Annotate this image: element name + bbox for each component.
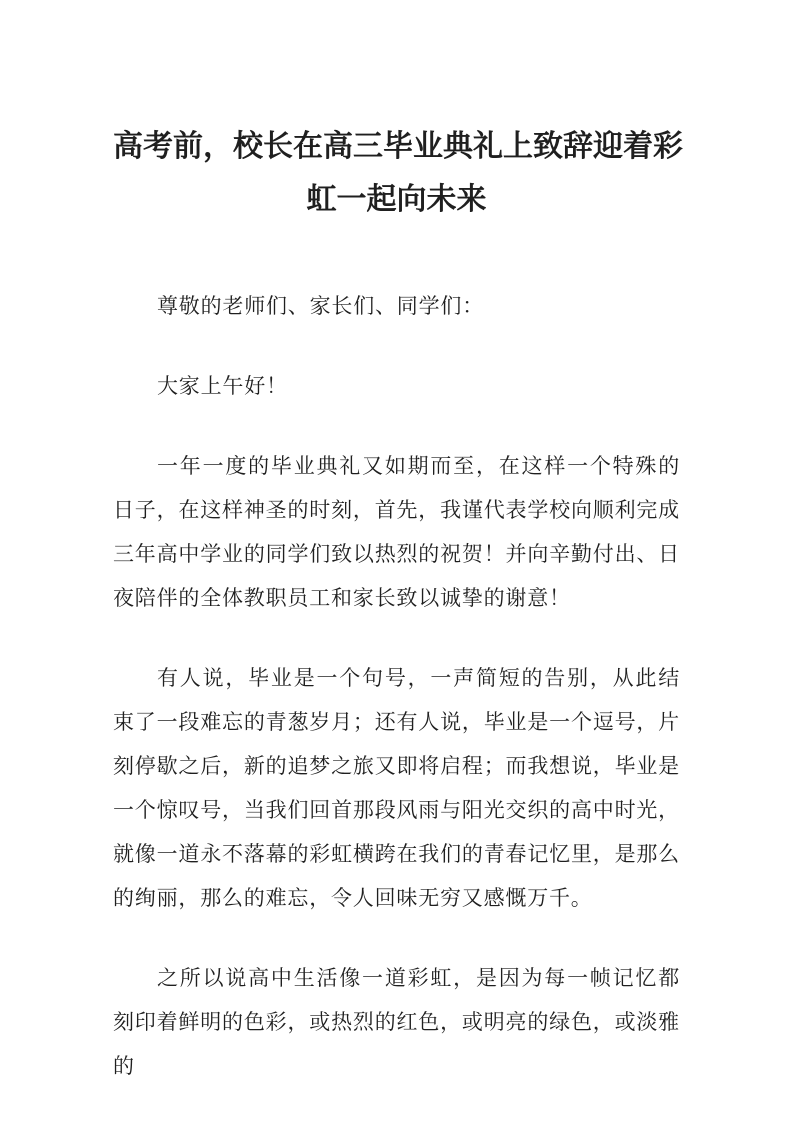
paragraph-congratulations: 一年一度的毕业典礼又如期而至，在这样一个特殊的日子，在这样神圣的时刻，首先，我谨代表学校向顺利完成三年高中学业的同学们致以热烈的祝贺！并向辛勤付出、日夜陪伴的全体教职员工和家长致以诚挚的谢意！ [113,454,680,610]
paragraph-salutation: 尊敬的老师们、家长们、同学们： [157,294,484,318]
paragraph-rainbow-colors: 之所以说高中生活像一道彩虹，是因为每一帧记忆都刻印着鲜明的色彩，或热烈的红色，或明亮的绿色，或淡雅的 [113,966,680,1078]
title-line-2: 虹一起向未来 [306,183,487,216]
document-title [113,120,683,226]
paragraph-greeting: 大家上午好！ [157,374,288,398]
title-line-1: 高考前，校长在高三毕业典礼上致辞迎着彩 [113,130,683,163]
paragraph-graduation-metaphor: 有人说，毕业是一个句号，一声简短的告别，从此结束了一段难忘的青葱岁月；还有人说，毕业是一个逗号，片刻停歇之后，新的追梦之旅又即将启程；而我想说，毕业是一个惊叹号，当我们回首那段风雨与阳光交织的高中时光，就像一道永不落幕的彩虹横跨在我们的青春记忆里，是那么的绚丽，那么的难忘，令人回味无穷又感慨万千。 [113,666,680,910]
